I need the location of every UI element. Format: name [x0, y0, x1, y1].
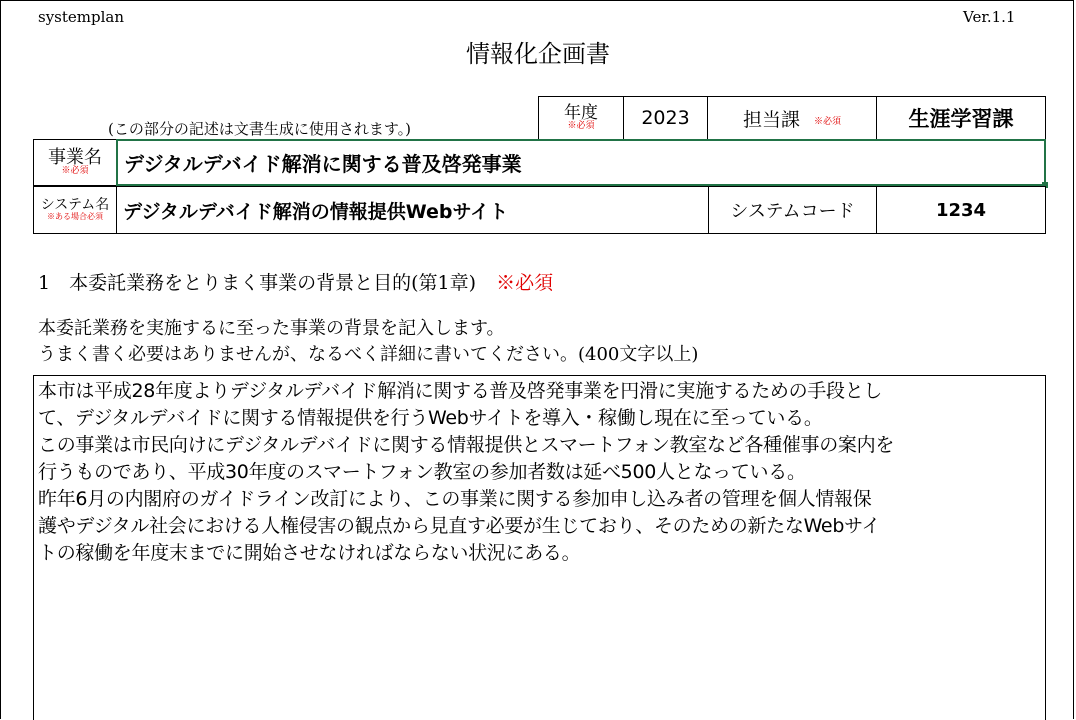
year-value-cell[interactable]: [623, 96, 708, 140]
year-required: ※必須: [567, 121, 595, 132]
note-text: (この部分の記述は文書生成に使用されます。): [108, 120, 412, 138]
body-line: 護やデジタル社会における人権侵害の観点から見直す必要が生じており、そのための新たなWebサイ: [38, 515, 881, 537]
body-line: 昨年6月の内閣府のガイドライン改訂により、この事業に関する参加申し込み者の管理を個人情報保: [38, 488, 872, 510]
system-code-label: システムコード: [730, 201, 855, 222]
system-code-value-cell[interactable]: [876, 186, 1046, 234]
dept-label: 担当課: [742, 108, 800, 131]
body-line: トの稼働を年度末までに開始させなければならない状況にある。: [38, 542, 581, 564]
dept-value-cell[interactable]: [876, 96, 1046, 140]
system-label-cell: [33, 186, 117, 234]
system-value-cell[interactable]: [116, 186, 709, 234]
body-line: 行うものであり、平成30年度のスマートフォン教室の参加者数は延べ500人となっている。: [38, 461, 806, 483]
instruction-line-1: 本委託業務を実施するに至った事業の背景を記入します。: [38, 318, 505, 339]
year-label: 年度: [564, 102, 598, 123]
system-code-value: 1234: [935, 199, 987, 221]
body-line: この事業は市民向けにデジタルデバイドに関する情報提供とスマートフォン教室など各種催事の案内を: [38, 434, 895, 456]
project-label-cell: [33, 139, 117, 186]
section1-required: ※必須: [496, 272, 554, 294]
dept-required: ※必須: [814, 116, 842, 127]
version-label: Ver.1.1: [963, 8, 1016, 26]
body-line: て、デジタルデバイドに関する情報提供を行うWebサイトを導入・稼働し現在に至っている。: [38, 407, 823, 429]
dept-value: 生涯学習課: [908, 107, 1014, 131]
page-title: 情報化企画書: [466, 40, 610, 68]
project-value: デジタルデバイド解消に関する普及啓発事業: [124, 152, 522, 176]
project-required: ※必須: [61, 166, 89, 177]
system-value: デジタルデバイド解消の情報提供Webサイト: [123, 200, 509, 223]
system-code-label-cell: [708, 186, 877, 234]
year-value: 2023: [641, 107, 690, 129]
year-label-cell: [538, 96, 624, 140]
section1-heading-text: 1 本委託業務をとりまく事業の背景と目的(第1章): [38, 272, 477, 294]
systemplan-label: systemplan: [38, 8, 125, 26]
project-label: 事業名: [48, 146, 102, 168]
background-text-box[interactable]: [33, 375, 1046, 720]
dept-label-cell: [707, 96, 877, 140]
instruction-line-2: うまく書く必要はありませんが、なるべく詳細に書いてください。(400文字以上): [38, 344, 699, 365]
system-label: システム名: [40, 196, 110, 213]
section1-heading: [38, 268, 553, 295]
body-line: 本市は平成28年度よりデジタルデバイド解消に関する普及啓発事業を円滑に実施するための手段とし: [38, 380, 883, 402]
system-required: ※ある場合必須: [47, 212, 103, 222]
project-value-cell[interactable]: [116, 139, 1046, 186]
